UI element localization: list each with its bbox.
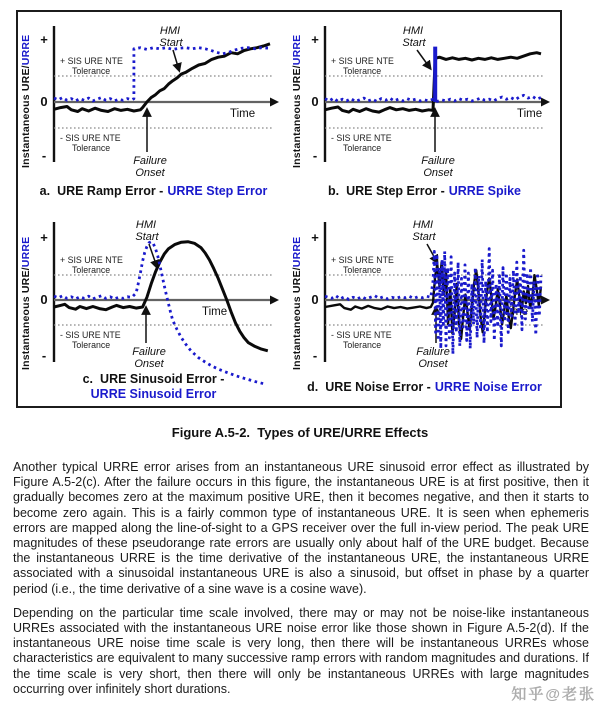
tolerance-label-positive: + SIS URE NTE bbox=[331, 56, 394, 66]
hmi-start-label: HMI bbox=[402, 25, 424, 37]
tolerance-label-negative-2: Tolerance bbox=[72, 143, 111, 153]
figure-box bbox=[16, 10, 562, 408]
tolerance-label-negative: - SIS URE NTE bbox=[60, 133, 121, 143]
tolerance-label-negative: - SIS URE NTE bbox=[331, 330, 392, 340]
y-axis-label: Instantaneous URE/URRE bbox=[20, 34, 32, 168]
tick-zero: 0 bbox=[40, 94, 48, 109]
tolerance-label-positive-2: Tolerance bbox=[72, 265, 111, 275]
hmi-start-label-2: Start bbox=[402, 37, 426, 49]
hmi-arrow bbox=[149, 244, 157, 267]
tick-zero: 0 bbox=[40, 292, 48, 307]
time-axis-arrowhead bbox=[541, 98, 550, 107]
failure-onset-label-2: Onset bbox=[423, 167, 453, 179]
panel-d-ure-noise bbox=[289, 206, 560, 406]
tick-plus: + bbox=[40, 32, 48, 47]
tick-minus: - bbox=[41, 348, 47, 363]
tick-minus: - bbox=[312, 348, 318, 363]
tolerance-label-negative: - SIS URE NTE bbox=[60, 330, 121, 340]
tolerance-label-positive: + SIS URE NTE bbox=[331, 255, 394, 265]
hmi-arrow bbox=[173, 50, 179, 70]
failure-onset-label-2: Onset bbox=[418, 358, 448, 370]
time-label: Time bbox=[202, 306, 228, 318]
failure-onset-label-2: Onset bbox=[134, 358, 164, 370]
tolerance-label-negative-2: Tolerance bbox=[72, 340, 111, 350]
tick-plus: + bbox=[40, 230, 48, 245]
panel-b-ure-step bbox=[289, 14, 560, 206]
hmi-arrow bbox=[417, 50, 430, 68]
hmi-start-label: HMI bbox=[412, 219, 434, 231]
time-axis-arrowhead bbox=[270, 296, 279, 305]
panel-caption-c bbox=[18, 372, 289, 402]
tick-plus: + bbox=[311, 230, 319, 245]
tolerance-label-positive-2: Tolerance bbox=[343, 66, 382, 76]
tolerance-label-negative-2: Tolerance bbox=[343, 340, 382, 350]
panel-caption-c-line2: URRE Sinusoid Error bbox=[90, 387, 217, 401]
panel-caption-c-line1: c. URE Sinusoid Error - bbox=[82, 372, 225, 386]
panel-c-ure-sinusoid bbox=[18, 206, 289, 406]
time-axis-arrowhead bbox=[541, 296, 550, 305]
hmi-start-label: HMI bbox=[159, 25, 181, 37]
plot-b bbox=[289, 14, 560, 180]
time-label: Time bbox=[517, 108, 543, 120]
panel-a-ure-ramp bbox=[18, 14, 289, 206]
tick-minus: - bbox=[41, 148, 47, 163]
tolerance-label-positive: + SIS URE NTE bbox=[60, 56, 123, 66]
failure-onset-label: Failure bbox=[421, 155, 455, 167]
plot-a bbox=[18, 14, 289, 180]
plot-d bbox=[289, 206, 560, 406]
tick-plus: + bbox=[311, 32, 319, 47]
panel-caption-d: d. URE Noise Error - URRE Noise Error bbox=[307, 380, 542, 394]
hmi-start-label: HMI bbox=[135, 219, 157, 231]
tolerance-label-positive-2: Tolerance bbox=[72, 66, 111, 76]
tick-zero: 0 bbox=[311, 292, 319, 307]
tolerance-label-positive: + SIS URE NTE bbox=[60, 255, 123, 265]
y-axis-label: Instantaneous URE/URRE bbox=[20, 236, 32, 370]
panel-caption-b: b. URE Step Error - URRE Spike bbox=[328, 184, 521, 198]
tolerance-label-positive-2: Tolerance bbox=[343, 265, 382, 275]
tick-zero: 0 bbox=[311, 94, 319, 109]
watermark-zhihu: 知乎@老张 bbox=[511, 686, 596, 703]
hmi-start-label-2: Start bbox=[412, 231, 436, 243]
time-axis-arrowhead bbox=[270, 98, 279, 107]
body-paragraph-1: Another typical URRE error arises from an instantaneous URE sinusoid error effect as illustrated by Figure A.5-2(c). After the failure occurs in this figure, the instantaneous URE is at first positive, then it gradually becomes zero at the maximum positive URE, then it becomes negative, and then it starts to become zero again. This is a fairly common type of instantaneous URE. It is seen when ephemeris errors are mapped along the line-of-sight to a GPS receiver over the full in-view period. The peak URE magnitudes of these pseudorange rate errors are usually only about half of the URE budget. Because the instantaneous URRE is the time derivative of the instantaneous URE, the instantaneous URRE associated with a sinusoidal instantaneous URE is also a sinusoid, but offset in phase by a quarter period (i.e., the time derivative of a sine wave is a cosine wave). bbox=[13, 460, 589, 596]
failure-onset-label: Failure bbox=[132, 346, 166, 358]
time-label: Time bbox=[230, 108, 256, 120]
body-paragraph-2: Depending on the particular time scale involved, there may or may not be noise-like instantaneous URREs associated with the instantaneous URE noise error like those shown in Figure A.5-2(d). If the instantaneous URE noise time scale is very long, then there will be instantaneous URREs whose characteristics are equivalent to many successive ramp errors with random magnitudes and durations. If the time scale is very short, then there will only be instantaneous URREs with large magnitudes occurring over infinitely short durations. bbox=[13, 605, 589, 696]
time-label: Time bbox=[503, 306, 529, 318]
failure-onset-label-2: Onset bbox=[135, 167, 165, 179]
figure-caption: Figure A.5-2. Types of URE/URRE Effects bbox=[171, 425, 429, 440]
tolerance-label-negative-2: Tolerance bbox=[343, 143, 382, 153]
failure-onset-label: Failure bbox=[416, 346, 450, 358]
tolerance-label-negative: - SIS URE NTE bbox=[331, 133, 392, 143]
failure-onset-label: Failure bbox=[133, 155, 167, 167]
hmi-start-label-2: Start bbox=[159, 37, 183, 49]
y-axis-label: Instantaneous URE/URRE bbox=[291, 34, 303, 168]
tick-minus: - bbox=[312, 148, 318, 163]
y-axis-label: Instantaneous URE/URRE bbox=[291, 236, 303, 370]
panel-caption-a: a. URE Ramp Error - URRE Step Error bbox=[39, 184, 268, 198]
hmi-start-label-2: Start bbox=[135, 231, 159, 243]
